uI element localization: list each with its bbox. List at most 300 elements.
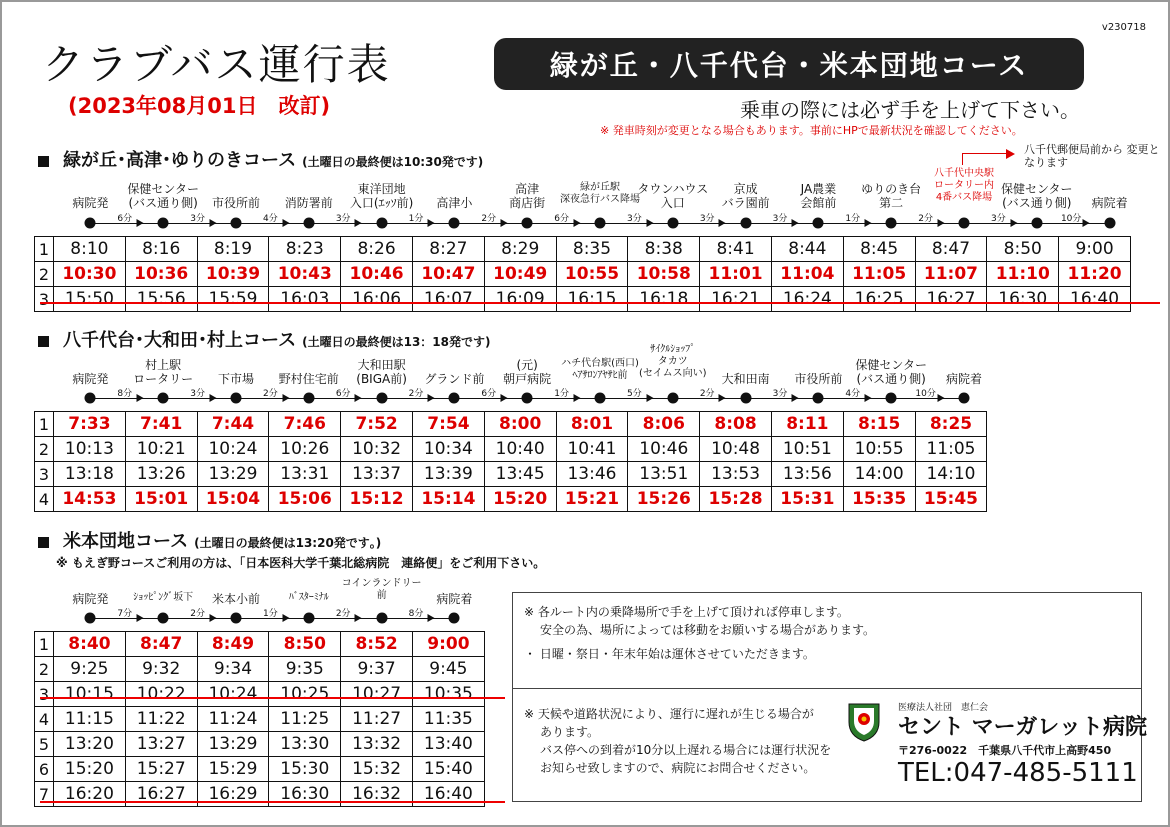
stop-4 <box>285 196 333 210</box>
arrow-right-icon <box>500 219 507 227</box>
departure-time: 8:41 <box>700 237 772 262</box>
stop-dot <box>85 218 96 229</box>
travel-minutes: 4分 <box>263 214 278 224</box>
departure-time: 10:49 <box>484 262 556 287</box>
departure-time: 10:22 <box>125 682 197 707</box>
stop-dot <box>522 218 533 229</box>
stop-dot <box>231 218 242 229</box>
stop-10 <box>722 372 770 386</box>
stop-dot <box>740 218 751 229</box>
trip-number: 3 <box>35 462 54 487</box>
arrow-right-icon <box>282 394 289 402</box>
stop-3 <box>212 592 260 606</box>
stop-10 <box>722 182 770 210</box>
stop-name-line: 病院着 <box>436 592 473 606</box>
departure-time: 16:29 <box>197 782 269 807</box>
arrow-right-icon <box>428 394 435 402</box>
departure-time: 11:05 <box>915 437 987 462</box>
section3-subtitle: (土曜日の最終便は13:20発です｡) <box>194 536 382 550</box>
departure-time: 10:46 <box>341 262 413 287</box>
hospital-corp: 医療法人社団 恵仁会 <box>898 703 989 713</box>
stop-dot <box>158 613 169 624</box>
note-delay-1: ※ 天候や道路状況により、運行に遅れが生じる場合が <box>524 707 814 721</box>
departure-time: 13:26 <box>125 462 197 487</box>
stop-name-line: タカツ <box>657 356 688 367</box>
departure-time: 7:46 <box>269 412 341 437</box>
arrow-right-icon <box>792 219 799 227</box>
departure-time: 10:36 <box>125 262 197 287</box>
departure-time: 8:00 <box>484 412 556 437</box>
travel-minutes: 6分 <box>117 214 133 224</box>
stop-name-line: (バス通り側) <box>128 196 198 210</box>
trip-number: 1 <box>35 632 54 657</box>
stop-1 <box>72 196 108 210</box>
departure-time: 11:04 <box>771 262 843 287</box>
departure-time: 11:10 <box>987 262 1059 287</box>
square-bullet-icon <box>38 537 49 548</box>
stop-dot <box>667 218 678 229</box>
trip-number: 1 <box>35 237 54 262</box>
stop-dot <box>303 218 314 229</box>
stop-14 <box>1001 182 1073 210</box>
departure-time: 15:06 <box>269 487 341 512</box>
stop-8 <box>561 358 639 382</box>
stop-4 <box>289 592 329 604</box>
stop-dot <box>959 393 970 404</box>
stop-2 <box>127 182 199 210</box>
departure-time: 16:24 <box>771 287 843 312</box>
departure-time: 8:19 <box>197 237 269 262</box>
raise-hand-notice: 乗車の際には必ず手を上げて下さい。 <box>740 98 1080 122</box>
trip-number: 4 <box>35 707 54 732</box>
departure-time: 10:35 <box>412 682 484 707</box>
departure-time: 15:04 <box>197 487 269 512</box>
departure-time: 8:11 <box>771 412 843 437</box>
stop-dot <box>667 393 678 404</box>
departure-time: 8:10 <box>54 237 126 262</box>
departure-time: 10:47 <box>412 262 484 287</box>
stop-name-line: 京成 <box>733 182 758 196</box>
departure-time: 9:37 <box>341 657 413 682</box>
hospital-name: セント マーガレット病院 <box>898 715 1148 740</box>
departure-time: 10:46 <box>628 437 700 462</box>
stop-name-line: 高津小 <box>436 196 473 210</box>
stop-name-line: ﾊﾞｽﾀｰﾐﾅﾙ <box>288 592 329 603</box>
stop-name-line: ロータリー内 <box>934 180 994 191</box>
stop-name-line: 保健センター <box>127 182 199 196</box>
travel-minutes: 3分 <box>699 214 715 224</box>
departure-time: 15:30 <box>269 757 341 782</box>
stop-name-line: (BIGA前) <box>356 372 407 386</box>
notes-divider <box>512 688 1142 689</box>
travel-minutes: 6分 <box>554 214 569 224</box>
departure-time: 7:52 <box>341 412 413 437</box>
stop-dot <box>158 393 169 404</box>
departure-time: 7:54 <box>412 412 484 437</box>
departure-time: 9:32 <box>125 657 197 682</box>
stop-name-line: 前 <box>376 590 387 601</box>
arrow-right-icon <box>646 394 653 402</box>
departure-time: 16:30 <box>269 782 341 807</box>
departure-time: 8:40 <box>54 632 126 657</box>
arrow-right-icon <box>428 219 435 227</box>
stop-name-line: ｼｮｯﾋﾟﾝｸﾞ坂下 <box>133 592 194 603</box>
arrow-right-icon <box>500 394 507 402</box>
section2-subtitle: (土曜日の最終便は13：18発です) <box>302 335 491 349</box>
arrow-right-icon <box>1083 219 1090 227</box>
stop-name-line: バラ園前 <box>721 196 770 210</box>
stop-6 <box>424 372 484 386</box>
stop-name-line: 入口(ｴｯｿ前) <box>349 196 414 210</box>
departure-time: 9:00 <box>1059 237 1131 262</box>
stop-name-line: JA農業 <box>800 182 837 196</box>
cancelled-strike <box>40 801 505 803</box>
stop-11 <box>800 182 836 210</box>
departure-time: 8:27 <box>412 237 484 262</box>
stop-name-line: 大和田駅 <box>357 358 406 372</box>
departure-time: 16:06 <box>341 287 413 312</box>
cancelled-strike <box>40 302 1160 304</box>
table-row <box>35 732 485 757</box>
stop-name-line: 第二 <box>879 196 904 210</box>
departure-time: 13:27 <box>125 732 197 757</box>
revised-date: (2023年08月01日 改訂) <box>68 94 331 118</box>
departure-time: 16:25 <box>843 287 915 312</box>
pointer-arrow-icon <box>1006 149 1015 159</box>
section2-timetable <box>34 411 987 512</box>
stop-name-line: コインランドリー <box>341 578 422 589</box>
departure-time: 15:45 <box>915 487 987 512</box>
arrow-right-icon <box>355 614 362 622</box>
stop-dot <box>522 393 533 404</box>
arrow-right-icon <box>937 219 944 227</box>
arrow-right-icon <box>573 219 580 227</box>
stop-dot <box>231 393 242 404</box>
stop-name-line: (バス通り側) <box>1002 196 1072 210</box>
stop-dot <box>158 218 169 229</box>
stop-13 <box>946 372 982 386</box>
arrow-right-icon <box>136 614 143 622</box>
stop-name-line: 病院発 <box>72 592 109 606</box>
departure-time: 15:32 <box>341 757 413 782</box>
stop-1 <box>72 592 108 606</box>
departure-time: 15:26 <box>628 487 700 512</box>
departure-time: 8:08 <box>700 412 772 437</box>
stop-7 <box>503 358 551 386</box>
departure-time: 10:51 <box>771 437 843 462</box>
stop-name-line: ｻｲｸﾙｼｮｯﾌﾟ <box>650 344 696 355</box>
stop-name-line: 保健センター <box>1001 182 1073 196</box>
stop-name-line: (セイムス向い) <box>639 368 707 379</box>
stop-dot <box>85 613 96 624</box>
departure-time: 8:45 <box>843 237 915 262</box>
arrow-right-icon <box>864 219 871 227</box>
departure-time: 16:18 <box>628 287 700 312</box>
departure-time: 11:35 <box>412 707 484 732</box>
arrow-right-icon <box>136 394 143 402</box>
travel-minutes: 8分 <box>408 609 424 619</box>
departure-time: 15:20 <box>54 757 126 782</box>
section1-timetable <box>34 236 1131 312</box>
departure-time: 8:49 <box>197 632 269 657</box>
stop-name-line: 消防署前 <box>284 196 333 210</box>
departure-time: 9:34 <box>197 657 269 682</box>
trip-number: 2 <box>35 657 54 682</box>
stop-dot <box>449 613 460 624</box>
travel-minutes: 3分 <box>627 214 642 224</box>
stop-13 <box>934 168 994 204</box>
arrow-right-icon <box>355 219 362 227</box>
travel-minutes: 8分 <box>117 389 133 399</box>
arrow-right-icon <box>1010 219 1017 227</box>
stop-8 <box>560 182 640 206</box>
departure-time: 10:39 <box>197 262 269 287</box>
travel-minutes: 6分 <box>481 389 497 399</box>
hospital-tel: TEL:047-485-5111 <box>898 758 1138 788</box>
departure-time: 15:28 <box>700 487 772 512</box>
stop-name-line: 市役所前 <box>794 372 843 386</box>
departure-time: 11:24 <box>197 707 269 732</box>
departure-time: 15:31 <box>771 487 843 512</box>
stop-11 <box>794 372 842 386</box>
square-bullet-icon <box>38 156 49 167</box>
stop-7 <box>509 182 545 210</box>
departure-time: 13:29 <box>197 462 269 487</box>
table-row <box>35 682 485 707</box>
departure-time: 7:44 <box>197 412 269 437</box>
travel-minutes: 1分 <box>263 609 278 619</box>
departure-time: 16:27 <box>915 287 987 312</box>
stop-name-line: 保健センター <box>855 358 927 372</box>
departure-time: 8:50 <box>269 632 341 657</box>
departure-time: 13:40 <box>412 732 484 757</box>
departure-time: 14:53 <box>54 487 126 512</box>
stop-name-line: 会館前 <box>800 196 837 210</box>
stop-5 <box>356 358 407 386</box>
departure-time: 15:59 <box>197 287 269 312</box>
section3-sub-note: ※ もえぎ野コースご利用の方は、「日本医科大学千葉北総病院 連絡便」をご利用下さい。 <box>56 556 546 570</box>
travel-minutes: 4分 <box>845 389 861 399</box>
departure-time: 13:56 <box>771 462 843 487</box>
arrow-right-icon <box>937 394 944 402</box>
departure-time: 10:15 <box>54 682 126 707</box>
departure-time: 16:27 <box>125 782 197 807</box>
departure-time: 16:20 <box>54 782 126 807</box>
note-delay-2: あります。 <box>540 725 600 739</box>
travel-minutes: 2分 <box>263 389 278 399</box>
departure-time: 15:35 <box>843 487 915 512</box>
section3-timetable <box>34 631 485 807</box>
travel-minutes: 2分 <box>699 389 715 399</box>
stop-name-line: 入口 <box>660 196 685 210</box>
stop-5 <box>342 578 422 602</box>
departure-time: 15:50 <box>54 287 126 312</box>
travel-minutes: 3分 <box>772 214 788 224</box>
section1-subtitle: (土曜日の最終便は10:30発です) <box>302 155 484 169</box>
departure-time: 9:25 <box>54 657 126 682</box>
stop-6 <box>436 196 472 210</box>
stop-3 <box>218 372 254 386</box>
travel-minutes: 2分 <box>190 609 205 619</box>
hospital-address: 〒276-0022 千葉県八千代市上高野450 <box>898 744 1112 757</box>
trip-number: 7 <box>35 782 54 807</box>
pointer-note: 八千代郵便局前から 変更となります <box>1024 143 1160 169</box>
table-row <box>35 462 987 487</box>
departure-time: 10:24 <box>197 682 269 707</box>
pointer-line <box>962 153 963 165</box>
departure-time: 13:46 <box>556 462 628 487</box>
departure-time: 8:35 <box>556 237 628 262</box>
version-label: v230718 <box>1101 22 1146 33</box>
stop-6 <box>436 592 472 606</box>
departure-time: 9:00 <box>412 632 484 657</box>
page-title: クラブバス運行表 <box>42 40 391 89</box>
arrow-right-icon <box>282 614 289 622</box>
stop-name-line: タウンハウス <box>637 182 709 196</box>
trip-number: 4 <box>35 487 54 512</box>
departure-time: 14:00 <box>843 462 915 487</box>
travel-minutes: 2分 <box>408 389 424 399</box>
departure-time: 15:01 <box>125 487 197 512</box>
cancelled-strike <box>40 697 505 699</box>
trip-number: 1 <box>35 412 54 437</box>
section2-title-text: 八千代台･大和田･村上コース <box>63 330 297 351</box>
stop-name-line: 緑が丘駅 <box>580 182 620 193</box>
travel-minutes: 2分 <box>335 609 351 619</box>
stop-dot <box>886 393 897 404</box>
travel-minutes: 1分 <box>554 389 569 399</box>
arrow-right-icon <box>428 614 435 622</box>
travel-minutes: 3分 <box>190 214 205 224</box>
departure-time: 10:26 <box>269 437 341 462</box>
stop-dot <box>376 613 387 624</box>
departure-time: 16:07 <box>412 287 484 312</box>
trip-number: 5 <box>35 732 54 757</box>
stop-dot <box>303 393 314 404</box>
departure-time: 8:29 <box>484 237 556 262</box>
stop-name-line: (元) <box>516 358 538 372</box>
departure-time: 8:47 <box>125 632 197 657</box>
departure-time: 13:20 <box>54 732 126 757</box>
departure-time: 8:06 <box>628 412 700 437</box>
note-safety: 安全の為、場所によっては移動をお願いする場合があります。 <box>540 623 876 637</box>
departure-time: 15:40 <box>412 757 484 782</box>
stop-name-line: 深夜急行バス降場 <box>560 194 640 205</box>
arrow-right-icon <box>209 219 216 227</box>
departure-time: 16:09 <box>484 287 556 312</box>
section1-title <box>38 146 483 172</box>
travel-minutes: 3分 <box>772 389 788 399</box>
stop-9 <box>637 182 708 210</box>
stop-12 <box>855 358 927 386</box>
departure-time: 8:15 <box>843 412 915 437</box>
note-delay-3: バス停への到着が10分以上遅れる場合には運行状況を <box>540 743 832 757</box>
stop-name-line: 米本小前 <box>211 592 261 606</box>
travel-minutes: 3分 <box>991 214 1006 224</box>
table-row <box>35 632 485 657</box>
stop-name-line: 病院発 <box>72 196 109 210</box>
arrow-right-icon <box>719 219 726 227</box>
square-bullet-icon <box>38 336 49 347</box>
pointer-line <box>962 153 1008 154</box>
departure-time: 10:58 <box>628 262 700 287</box>
stop-dot <box>595 218 606 229</box>
stop-dot <box>813 218 824 229</box>
departure-time: 13:29 <box>197 732 269 757</box>
departure-time: 8:44 <box>771 237 843 262</box>
departure-time: 15:21 <box>556 487 628 512</box>
stop-name-line: ハチ代台駅(西口) <box>561 358 639 369</box>
schedule-change-notice: ※ 発車時刻が変更となる場合もあります。事前にHPで最新状況を確認してください。 <box>600 124 1023 137</box>
arrow-right-icon <box>355 394 362 402</box>
trip-number: 6 <box>35 757 54 782</box>
table-row <box>35 262 1131 287</box>
table-row <box>35 757 485 782</box>
departure-time: 13:32 <box>341 732 413 757</box>
departure-time: 10:13 <box>54 437 126 462</box>
stop-dot <box>85 393 96 404</box>
departure-time: 11:01 <box>700 262 772 287</box>
departure-time: 7:33 <box>54 412 126 437</box>
departure-time: 13:45 <box>484 462 556 487</box>
departure-time: 8:26 <box>341 237 413 262</box>
stop-1 <box>72 372 108 386</box>
departure-time: 13:53 <box>700 462 772 487</box>
table-row <box>35 412 987 437</box>
stop-2 <box>133 358 193 386</box>
arrow-right-icon <box>719 394 726 402</box>
departure-time: 15:27 <box>125 757 197 782</box>
table-row <box>35 707 485 732</box>
stop-dot <box>376 393 387 404</box>
departure-time: 13:30 <box>269 732 341 757</box>
departure-time: 10:30 <box>54 262 126 287</box>
trip-number: 2 <box>35 262 54 287</box>
stop-name-line: 八千代中央駅 <box>934 168 994 179</box>
stop-dot <box>449 218 460 229</box>
departure-time: 11:20 <box>1059 262 1131 287</box>
trip-number: 2 <box>35 437 54 462</box>
arrow-right-icon <box>864 394 871 402</box>
departure-time: 10:25 <box>269 682 341 707</box>
stop-name-line: 大和田南 <box>721 372 770 386</box>
stop-5 <box>350 182 413 210</box>
departure-time: 11:25 <box>269 707 341 732</box>
stop-name-line: グランド前 <box>424 372 485 386</box>
stop-dot <box>303 613 314 624</box>
arrow-right-icon <box>646 219 653 227</box>
arrow-right-icon <box>209 614 216 622</box>
departure-time: 15:29 <box>197 757 269 782</box>
trip-number: 3 <box>35 287 54 312</box>
trip-number: 3 <box>35 682 54 707</box>
departure-time: 10:21 <box>125 437 197 462</box>
departure-time: 13:18 <box>54 462 126 487</box>
travel-minutes: 6分 <box>335 389 351 399</box>
stop-dot <box>1031 218 1042 229</box>
departure-time: 8:38 <box>628 237 700 262</box>
stop-name-line: 病院着 <box>945 372 983 386</box>
departure-time: 8:25 <box>915 412 987 437</box>
note-holidays: ・ 日曜・祭日・年末年始は運休させていただきます。 <box>524 647 815 661</box>
stop-name-line: ﾍｱｻﾛﾝｱﾔｻﾋ前 <box>572 370 628 381</box>
stop-name-line: 下市場 <box>217 372 255 386</box>
departure-time: 8:50 <box>987 237 1059 262</box>
departure-time: 13:51 <box>628 462 700 487</box>
departure-time: 10:55 <box>843 437 915 462</box>
stop-dot <box>959 218 970 229</box>
travel-minutes: 10分 <box>915 389 936 399</box>
